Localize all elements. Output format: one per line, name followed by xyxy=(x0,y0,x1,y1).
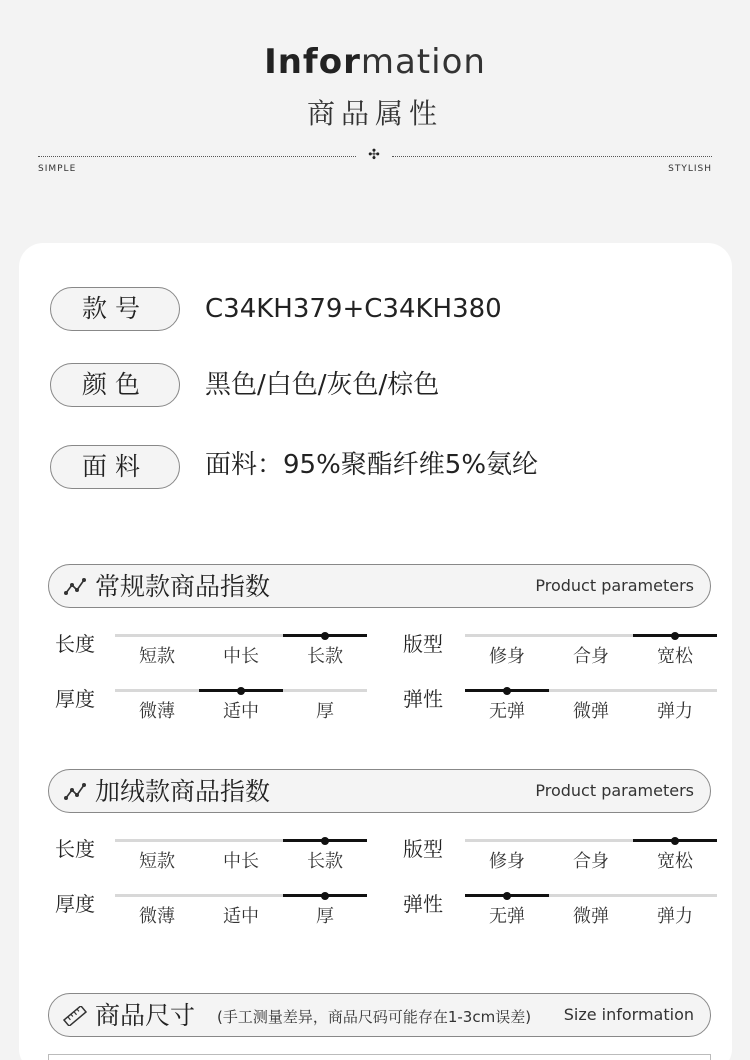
metric-option: 微弹 xyxy=(573,906,609,927)
section-title: 加绒款商品指数 xyxy=(95,777,271,806)
section-subtitle-en: Size information xyxy=(563,1005,694,1024)
metric-option: 合身 xyxy=(573,646,609,667)
metric-option: 适中 xyxy=(223,906,259,927)
tag-stylish: STYLISH xyxy=(668,164,712,174)
metric-option: 中长 xyxy=(223,646,259,667)
metric-option: 合身 xyxy=(573,851,609,872)
metric-option: 修身 xyxy=(489,646,525,667)
metric-option: 宽松 xyxy=(657,851,693,872)
metric-option: 适中 xyxy=(223,701,259,722)
attr-value-style-no: C34KH379+C34KH380 xyxy=(205,294,502,324)
metric-option: 宽松 xyxy=(657,646,693,667)
metric-option: 微薄 xyxy=(139,701,175,722)
size-note: (手工测量差异，商品尺码可能存在1-3cm误差) xyxy=(217,1008,532,1026)
section-subtitle-en: Product parameters xyxy=(535,576,694,595)
metric-option: 短款 xyxy=(139,851,175,872)
attr-label-style-no: 款号 xyxy=(50,287,180,331)
title-light: mation xyxy=(360,42,486,82)
metric-label-thickness: 厚度 xyxy=(55,892,95,916)
metric-option: 弹力 xyxy=(657,701,693,722)
trend-line-icon xyxy=(63,782,87,802)
metric-indicator-dot xyxy=(671,632,679,640)
section-regular-header xyxy=(48,564,711,608)
metric-label-elasticity: 弹性 xyxy=(403,687,443,711)
metric-indicator-dot xyxy=(321,837,329,845)
metric-option: 无弹 xyxy=(489,701,525,722)
metric-label-length: 长度 xyxy=(55,837,95,861)
metric-option: 短款 xyxy=(139,646,175,667)
metric-option: 长款 xyxy=(307,646,343,667)
metric-option: 长款 xyxy=(307,851,343,872)
section-title: 商品尺寸 xyxy=(95,1001,196,1030)
metric-option: 无弹 xyxy=(489,906,525,927)
section-title: 常规款商品指数 xyxy=(95,572,271,601)
divider-left xyxy=(38,156,356,157)
page-subtitle: 商品属性 xyxy=(306,97,443,130)
metric-label-fit: 版型 xyxy=(403,837,443,861)
section-size-header xyxy=(48,993,711,1037)
section-subtitle-en: Product parameters xyxy=(535,781,694,800)
attr-value-color: 黑色/白色/灰色/棕色 xyxy=(205,370,440,400)
metric-indicator-dot xyxy=(671,837,679,845)
attr-label-fabric: 面料 xyxy=(50,445,180,489)
metric-option: 微弹 xyxy=(573,701,609,722)
metric-label-thickness: 厚度 xyxy=(55,687,95,711)
title-bold: Infor xyxy=(264,42,361,82)
trend-line-icon xyxy=(63,577,87,597)
metric-option: 修身 xyxy=(489,851,525,872)
attr-label-color: 颜色 xyxy=(50,363,180,407)
metric-option: 微薄 xyxy=(139,906,175,927)
metric-indicator-dot xyxy=(321,632,329,640)
metric-label-length: 长度 xyxy=(55,632,95,656)
metric-indicator-dot xyxy=(321,892,329,900)
metric-label-fit: 版型 xyxy=(403,632,443,656)
metric-indicator-dot xyxy=(237,687,245,695)
metric-option: 弹力 xyxy=(657,906,693,927)
cross-ornament-icon: ✣ xyxy=(368,147,380,163)
section-fleece-header xyxy=(48,769,711,813)
metric-option: 厚 xyxy=(316,701,334,722)
ruler-icon xyxy=(63,1006,87,1026)
size-table-top xyxy=(48,1054,711,1060)
metric-indicator-dot xyxy=(503,687,511,695)
info-header xyxy=(0,0,750,200)
metric-label-elasticity: 弹性 xyxy=(403,892,443,916)
metric-option: 中长 xyxy=(223,851,259,872)
divider-right xyxy=(392,156,712,157)
metric-option: 厚 xyxy=(316,906,334,927)
tag-simple: SIMPLE xyxy=(38,164,77,174)
metric-indicator-dot xyxy=(503,892,511,900)
page-title xyxy=(0,42,750,82)
attr-value-fabric: 面料：95%聚酯纤维5%氨纶 xyxy=(205,450,539,480)
